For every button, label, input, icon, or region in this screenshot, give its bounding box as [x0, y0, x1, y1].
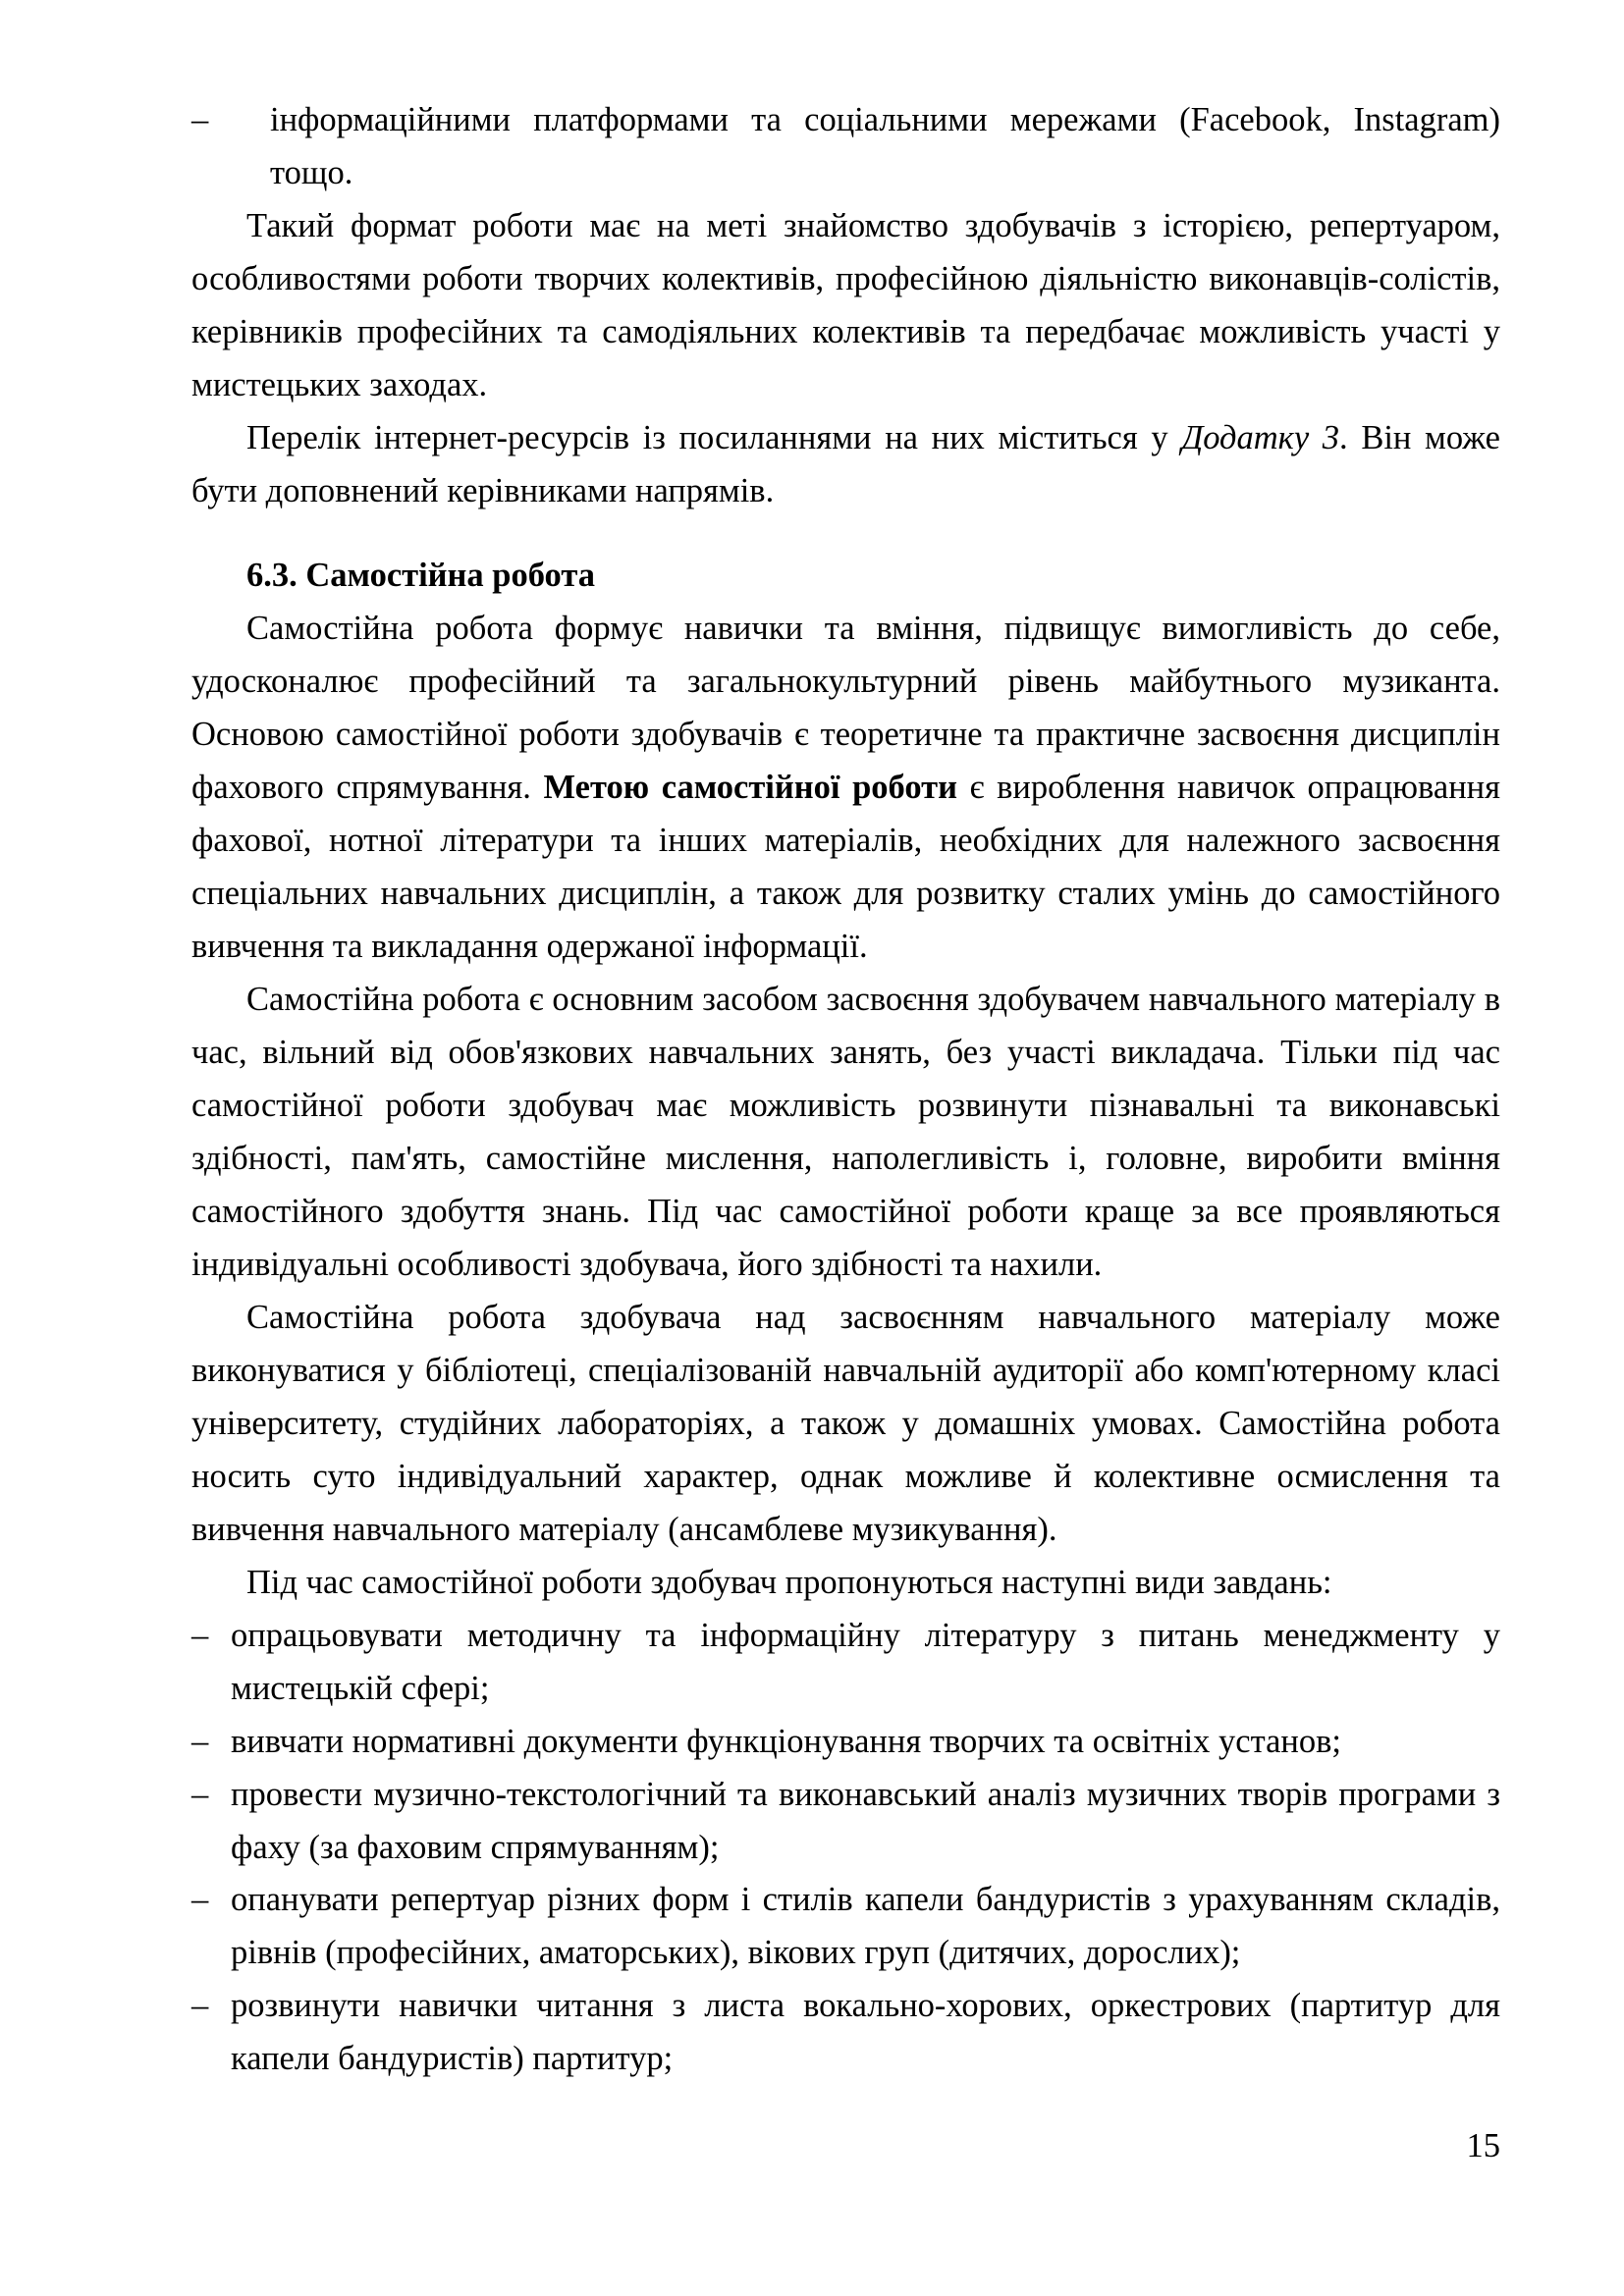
section-heading-6-3: 6.3. Самостійна робота: [246, 556, 595, 594]
continuation-dash-list: [191, 94, 1500, 200]
paragraph-text-part-b: є вироблення навичок опрацювання фахової, нотної літератури та інших матеріалів, необхідних для належного засвоєння спеціальних навчальних дисциплін, а також для розвитку сталих умінь до самостійного вивчення та викладання одержаної інформації.: [191, 768, 1500, 965]
paragraph-text-part-a: Перелік інтернет-ресурсів із посиланнями на них міститься у: [246, 418, 1182, 456]
paragraph-text-part-a: Самостійна робота формує навички та вміння, підвищує вимогливість до себе, удосконалює професійний та загальнокультурний рівень майбутнього музиканта. Основою самостійної роботи здобувачів є теоретичне та практичне засвоєння дисциплін фахового спрямування.: [191, 609, 1500, 806]
dash-marker-icon: –: [191, 101, 209, 138]
paragraph-text-part-b: . Він може бути доповнений керівниками напрямів.: [191, 418, 1500, 509]
task-types-dash-list: [191, 1610, 1500, 2087]
dash-marker-icon: –: [191, 1987, 209, 2025]
purpose-emphasis-bold: Метою самостійної роботи: [543, 768, 957, 806]
dash-marker-icon: –: [191, 1775, 209, 1813]
list-item-text: розвинути навички читання з листа вокально-хорових, оркестрових (партитур для капели бандуристів) партитур;: [231, 1987, 1500, 2078]
list-item-text: провести музично-текстологічний та виконавський аналіз музичних творів програми з фаху (за фаховим спрямуванням);: [231, 1775, 1500, 1866]
page-content: [191, 94, 1500, 2086]
list-item: [191, 1980, 1500, 2086]
list-item: [191, 94, 1500, 200]
appendix-reference-italic: Додатку 3: [1181, 418, 1340, 456]
list-item: [191, 1769, 1500, 1875]
list-item: [191, 1716, 1500, 1769]
list-item-text: опанувати репертуар різних форм і стилів капели бандуристів з урахуванням складів, рівнів (професійних, аматорських), вікових груп (дитячих, дорослих);: [231, 1881, 1500, 1972]
list-item-text: вивчати нормативні документи функціонування творчих та освітніх установ;: [231, 1722, 1341, 1760]
dash-marker-icon: –: [191, 1616, 209, 1654]
list-item-text: інформаційними платформами та соціальними мережами (Facebook, Instagram) тощо.: [270, 101, 1500, 191]
paragraph-task-types-intro: Під час самостійної роботи здобувач пропонуються наступні види завдань:: [246, 1563, 1332, 1601]
paragraph-where-performed: Самостійна робота здобувача над засвоєнням навчального матеріалу може виконуватися у бібліотеці, спеціалізованій навчальній аудиторії або комп'ютерному класі університету, студійних лабораторіях, а також у домашніх умовах. Самостійна робота носить суто індивідуальний характер, однак можливе й колективне осмислення та вивчення навчального матеріалу (ансамблеве музикування).: [191, 1298, 1500, 1548]
paragraph-independent-work-purpose: [191, 603, 1500, 974]
heading-spacer: [191, 518, 1500, 550]
paragraph-main-means: Самостійна робота є основним засобом засвоєння здобувачем навчального матеріалу в час, вільний від обов'язкових навчальних занять, без участі викладача. Тільки під час самостійної роботи здобувач має можливість розвинути пізнавальні та виконавські здібності, пам'ять, самостійне мислення, наполегливість і, головне, виробити вміння самостійного здобуття знань. Під час самостійної роботи краще за все проявляються індивідуальні особливості здобувача, його здібності та нахили.: [191, 980, 1500, 1283]
list-item: [191, 1610, 1500, 1716]
paragraph-internet-resources: [191, 412, 1500, 518]
paragraph-format-of-work: Такий формат роботи має на меті знайомство здобувачів з історією, репертуаром, особливостями роботи творчих колективів, професійною діяльністю виконавців-солістів, керівників професійних та самодіяльних колективів та передбачає можливість участі у мистецьких заходах.: [191, 206, 1500, 403]
dash-marker-icon: –: [191, 1881, 209, 1919]
list-item: [191, 1874, 1500, 1980]
dash-marker-icon: –: [191, 1722, 209, 1760]
list-item-text: опрацьовувати методичну та інформаційну літературу з питань менеджменту у мистецькій сфері;: [231, 1616, 1500, 1707]
page-number: 15: [1466, 2126, 1500, 2164]
